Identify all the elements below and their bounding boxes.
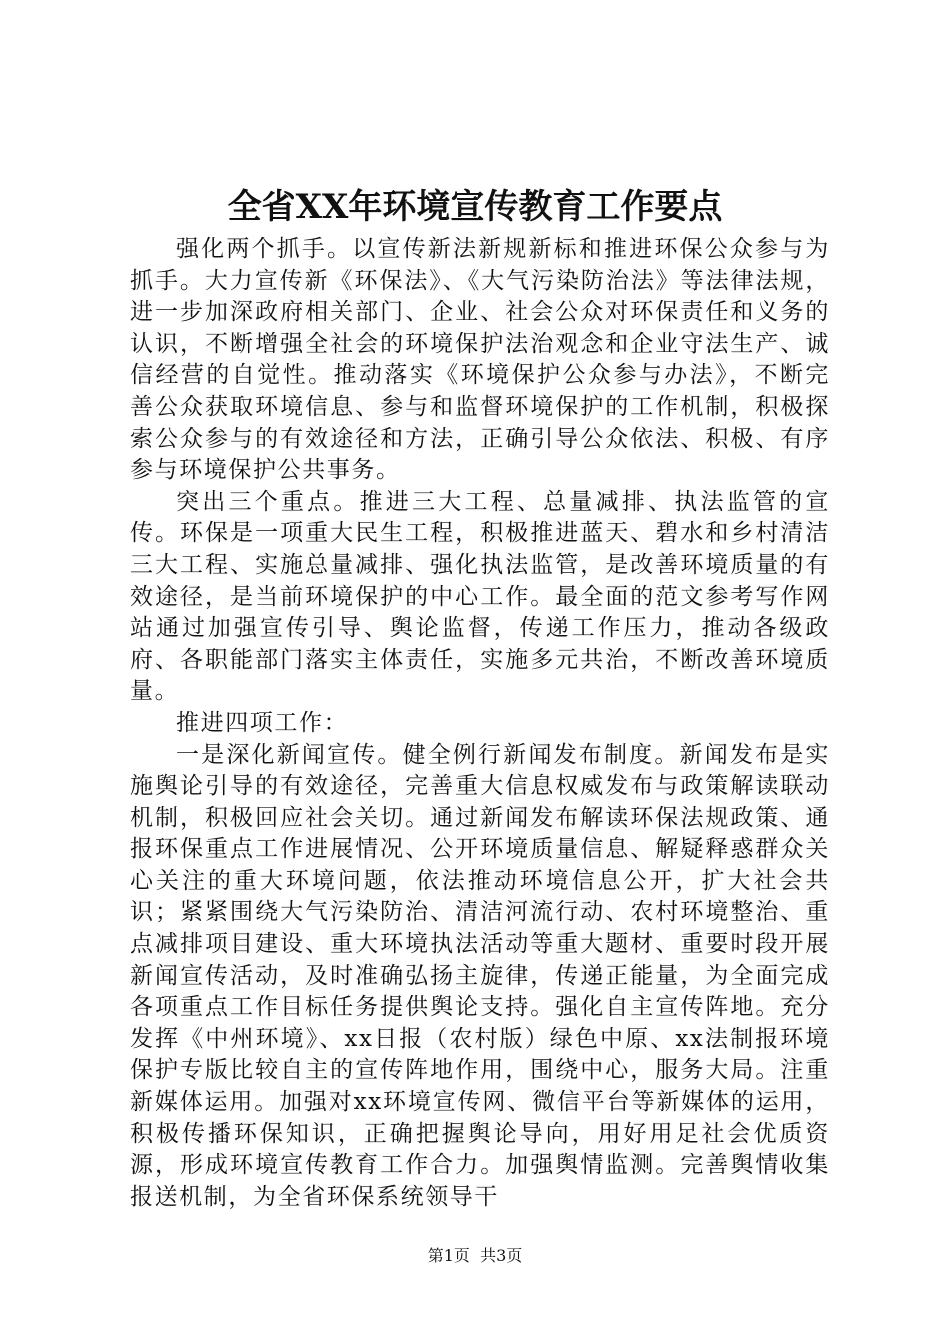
paragraph-news-publicity: 一是深化新闻宣传。健全例行新闻发布制度。新闻发布是实施舆论引导的有效途径，完善重大信息权威发布与政策解读联动机制，积极回应社会关切。通过新闻发布解读环保法规政策、通报环保重点工作进展情况、公开环境质量信息、解疑释惑群众关心关注的重大环境问题，依法推动环境信息公开，扩大社会共识；紧紧围绕大气污染防治、清洁河流行动、农村环境整治、重点减排项目建设、重大环境执法活动等重大题材、重要时段开展新闻宣传活动，及时准确弘扬主旋律，传递正能量，为全面完成各项重点工作目标任务提供舆论支持。强化自主宣传阵地。充分发挥《中州环境》、xx日报（农村版）绿色中原、xx法制报环境保护专版比较自主的宣传阵地作用，围绕中心，服务大局。注重新媒体运用。加强对xx环境宣传网、微信平台等新媒体的运用，积极传播环保知识，正确把握舆论导向，用好用足社会优质资源，形成环境宣传教育工作合力。加强舆情监测。完善舆情收集报送机制，为全省环保系统领导干 (130, 741, 830, 1210)
page-footer (0, 1245, 950, 1267)
page-number: 第1页 共3页 (427, 1246, 523, 1265)
document-body (130, 234, 830, 1213)
paragraph-four-tasks-heading: 推进四项工作： (176, 709, 349, 736)
paragraph-three-priorities: 突出三个重点。推进三大工程、总量减排、执法监管的宣传。环保是一项重大民生工程，积极推进蓝天、碧水和乡村清洁三大工程、实施总量减排、强化执法监管，是改善环境质量的有效途径，是当前环境保护的中心工作。最全面的范文参考写作网站通过加强宣传引导、舆论监督，传递工作压力，推动各级政府、各职能部门落实主体责任，实施多元共治，不断改善环境质量。 (130, 488, 830, 705)
document-title: 全省XX年环境宣传教育工作要点 (227, 187, 723, 227)
paragraph-two-focuses: 强化两个抓手。以宣传新法新规新标和推进环保公众参与为抓手。大力宣传新《环保法》、《大气污染防治法》等法律法规，进一步加深政府相关部门、企业、社会公众对环保责任和义务的认识，不断增强全社会的环境保护法治观念和企业守法生产、诚信经营的自觉性。推动落实《环境保护公众参与办法》，不断完善公众获取环境信息、参与和监督环境保护的工作机制，积极探索公众参与的有效途径和方法，正确引导公众依法、积极、有序参与环境保护公共事务。 (130, 236, 830, 484)
